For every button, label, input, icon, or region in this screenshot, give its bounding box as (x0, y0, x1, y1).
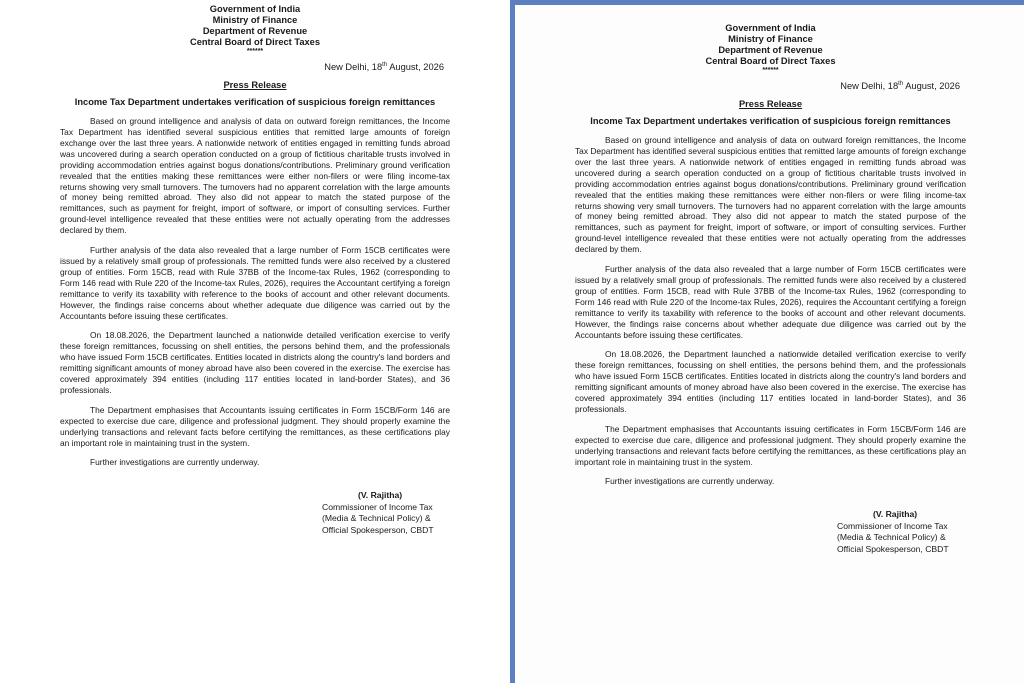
header-ministry: Ministry of Finance (212, 15, 298, 25)
paragraph-1: Based on ground intelligence and analysis of data on outward foreign remittances, the Income Tax Department has identified several suspicious entities that remitted large amounts of foreign exchange over the last three years. A nationwide network of entities engaged in remitting funds abroad was uncovered during a search operation conducted on a group of fictitious charitable trusts involved in providing accommodation entries against bogus donations/contributions. Preliminary ground verification revealed that the entities making these remittances were either non-filers or were filing income-tax returns showing very small turnovers. The turnovers had no apparent correlation with the large amounts of money being remitted abroad. They also did not appear to match the stated purpose of the remittances, such as payment for freight, import of software, or import of consulting services. Further ground-level intelligence revealed that these entities were not actually operating from the addresses declared by them. (575, 135, 966, 255)
subject-line: Income Tax Department undertakes verification of suspicious foreign remittances (74, 97, 436, 108)
header-ministry: Ministry of Finance (728, 34, 813, 44)
header-department: Department of Revenue (718, 45, 823, 55)
signatory-division: (Media & Technical Policy) & (837, 532, 946, 543)
signature-block (322, 490, 450, 536)
signatory-title: Commissioner of Income Tax (322, 501, 433, 512)
signatory-division: (Media & Technical Policy) & (322, 513, 431, 524)
release-date: New Delhi, 18th August, 2026 (840, 81, 960, 92)
header-stars: ****** (762, 67, 779, 74)
paragraph-2: Further analysis of the data also revealed that a large number of Form 15CB certificates were issued by a relatively small group of professionals. The remitted funds were also received by a clustered group of entities. Form 15CB, read with Rule 37BB of the Income-tax Rules, 1962 (corresponding to Form 146 read with Rule 220 of the Income-tax Rules, 2026), requires the Accountant certifying a foreign remittance to verify its taxability with reference to the books of account and other relevant documents. However, the findings raise concerns about whether adequate due diligence was carried out by the Accountants before issuing these certificates. (575, 264, 966, 340)
header-board: Central Board of Direct Taxes (189, 37, 321, 47)
signature-block (837, 509, 966, 555)
signatory-name: (V. Rajitha) (873, 509, 918, 520)
paragraph-3: On 18.08.2026, the Department launched a nationwide detailed verification exercise to verify these foreign remittances, focussing on shell entities, the persons behind them, and the professionals who have issued Form 15CB certificates. Entities located in districts along the country's land borders and remitting significant amounts of money abroad have also been covered in the exercise. The exercise has covered approximately 394 entities (including 117 entities located in land-border States), and 36 professionals. (60, 330, 450, 395)
header-board: Central Board of Direct Taxes (705, 56, 836, 66)
header-government: Government of India (209, 4, 301, 14)
paragraph-4: The Department emphasises that Accountants issuing certificates in Form 15CB/Form 146 are expected to exercise due care, diligence and professional judgment. They should properly examine the underlying transactions and relevant facts before certifying the remittances, as these certifications play an important role in maintaining trust in the system. (60, 404, 450, 448)
header-government: Government of India (725, 23, 816, 33)
right-document-page (515, 5, 1024, 683)
signatory-title: Commissioner of Income Tax (837, 520, 948, 531)
press-release-heading: Press Release (223, 80, 287, 91)
subject-line: Income Tax Department undertakes verification of suspicious foreign remittances (590, 116, 951, 127)
header-department: Department of Revenue (202, 26, 308, 36)
paragraph-5: Further investigations are currently underway. (605, 476, 775, 487)
paragraph-3: On 18.08.2026, the Department launched a nationwide detailed verification exercise to verify these foreign remittances, focussing on shell entities, the persons behind them, and the professionals who have issued Form 15CB certificates. Entities located in districts along the country's land borders and remitting significant amounts of money abroad have also been covered in the exercise. The exercise has covered approximately 394 entities (including 117 entities located in land-border States), and 36 professionals. (575, 349, 966, 414)
paragraph-2: Further analysis of the data also revealed that a large number of Form 15CB certificates were issued by a relatively small group of professionals. The remitted funds were also received by a clustered group of entities. Form 15CB, read with Rule 37BB of the Income-tax Rules, 1962 (corresponding to Form 146 read with Rule 220 of the Income-tax Rules, 2026), requires the Accountant certifying a foreign remittance to verify its taxability with reference to the books of account and other relevant documents. However, the findings raise concerns about whether adequate due diligence was carried out by the Accountants before issuing these certificates. (60, 245, 450, 321)
release-date: New Delhi, 18th August, 2026 (324, 62, 444, 73)
paragraph-5: Further investigations are currently underway. (90, 457, 260, 468)
signatory-role: Official Spokesperson, CBDT (837, 543, 949, 554)
paragraph-1: Based on ground intelligence and analysis of data on outward foreign remittances, the Income Tax Department has identified several suspicious entities that remitted large amounts of foreign exchange over the last three years. A nationwide network of entities engaged in remitting funds abroad was uncovered during a search operation conducted on a group of fictitious charitable trusts involved in providing accommodation entries against bogus donations/contributions. Preliminary ground verification revealed that the entities making these remittances were either non-filers or were filing income-tax returns showing very small turnovers. The turnovers had no apparent correlation with the large amounts of money being remitted abroad. They also did not appear to match the stated purpose of the remittances, such as payment for freight, import of software, or import of consulting services. Further ground-level intelligence revealed that these entities were not actually operating from the addresses declared by them. (60, 116, 450, 236)
paragraph-4: The Department emphasises that Accountants issuing certificates in Form 15CB/Form 146 are expected to exercise due care, diligence and professional judgment. They should properly examine the underlying transactions and relevant facts before certifying the remittances, as these certifications play an important role in maintaining trust in the system. (575, 423, 966, 467)
press-release-heading: Press Release (738, 99, 803, 110)
signatory-role: Official Spokesperson, CBDT (322, 524, 434, 535)
signatory-name: (V. Rajitha) (358, 490, 403, 501)
left-document-page (0, 0, 510, 683)
header-stars: ****** (246, 48, 264, 55)
